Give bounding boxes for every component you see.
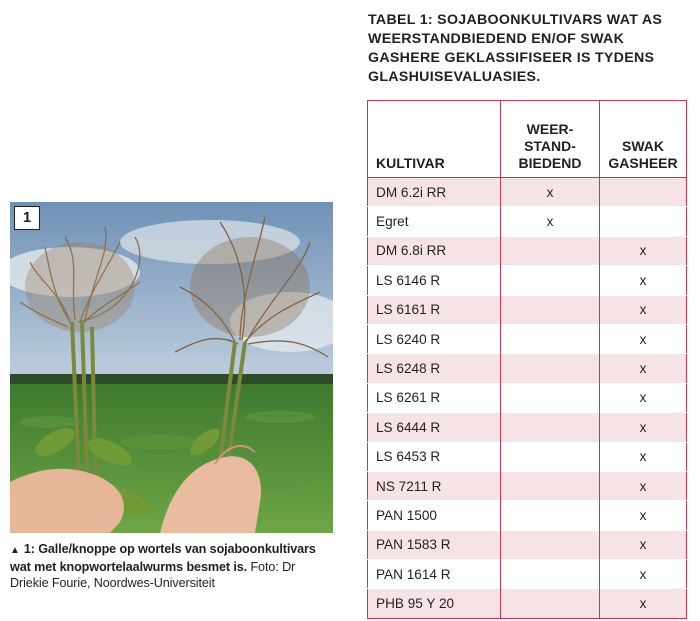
cell-swak: x — [600, 236, 687, 265]
header-kultivar: KULTIVAR — [368, 101, 501, 178]
cell-kultivar: DM 6.2i RR — [368, 178, 501, 207]
cell-kultivar: PAN 1583 R — [368, 530, 501, 559]
table-title: TABEL 1: SOJABOONKULTIVARS WAT AS WEERSTANDBIEDEND EN/OF SWAK GASHERE GEKLASSIFISEER IS TYDENS GLASHUISEVALUASIES. — [368, 12, 663, 85]
table-row — [368, 354, 687, 383]
header-swak-line1: SWAK — [622, 138, 664, 154]
table-row — [368, 530, 687, 559]
header-weerstand-line2: STAND- — [524, 138, 576, 154]
cell-weerstand — [501, 266, 600, 295]
cell-kultivar: LS 6161 R — [368, 295, 501, 324]
cell-swak: x — [600, 560, 687, 589]
cell-weerstand — [501, 530, 600, 559]
cell-kultivar: PAN 1500 — [368, 501, 501, 530]
photo-illustration — [10, 202, 333, 533]
cell-kultivar: PHB 95 Y 20 — [368, 589, 501, 618]
soybean-roots-photo — [10, 202, 333, 533]
cultivar-table — [367, 100, 687, 619]
table-row — [368, 383, 687, 412]
cell-kultivar: Egret — [368, 207, 501, 236]
cell-weerstand — [501, 442, 600, 471]
table-row — [368, 589, 687, 618]
cell-weerstand — [501, 324, 600, 353]
header-swak-line2: GASHEER — [608, 155, 678, 171]
cell-kultivar: NS 7211 R — [368, 471, 501, 500]
table-row — [368, 207, 687, 236]
table-row — [368, 501, 687, 530]
cell-kultivar: LS 6240 R — [368, 324, 501, 353]
cell-weerstand — [501, 413, 600, 442]
cell-swak: x — [600, 324, 687, 353]
header-weerstand-line3: BIEDEND — [518, 155, 582, 171]
caption-credit-text: Foto: Dr Driekie Fourie, Noordwes-Universiteit — [10, 560, 296, 590]
cell-swak — [600, 207, 687, 236]
cell-swak: x — [600, 295, 687, 324]
header-weerstand-line1: WEER- — [526, 121, 574, 137]
table-row — [368, 178, 687, 207]
cell-kultivar: LS 6453 R — [368, 442, 501, 471]
table-row — [368, 324, 687, 353]
table-row — [368, 266, 687, 295]
cell-weerstand — [501, 295, 600, 324]
cell-kultivar: DM 6.8i RR — [368, 236, 501, 265]
cell-weerstand: x — [501, 178, 600, 207]
cell-swak: x — [600, 442, 687, 471]
table-row — [368, 236, 687, 265]
cell-kultivar: LS 6146 R — [368, 266, 501, 295]
header-swak-gasheer — [600, 101, 687, 178]
cell-kultivar: PAN 1614 R — [368, 560, 501, 589]
cell-weerstand — [501, 560, 600, 589]
cell-swak: x — [600, 589, 687, 618]
table-row — [368, 471, 687, 500]
cell-weerstand — [501, 354, 600, 383]
cell-weerstand: x — [501, 207, 600, 236]
cell-swak: x — [600, 413, 687, 442]
cell-swak: x — [600, 530, 687, 559]
cell-swak: x — [600, 266, 687, 295]
table-header-row — [368, 101, 687, 178]
cell-swak: x — [600, 383, 687, 412]
cell-kultivar: LS 6248 R — [368, 354, 501, 383]
table-row — [368, 560, 687, 589]
cell-weerstand — [501, 589, 600, 618]
caption-bold-text: 1: Galle/knoppe op wortels van sojaboonkultivars wat met knopwortelaalwurms besmet is. — [10, 542, 316, 574]
photo-caption — [10, 541, 335, 591]
table-row — [368, 442, 687, 471]
table-row — [368, 413, 687, 442]
table-row — [368, 295, 687, 324]
cell-kultivar: LS 6444 R — [368, 413, 501, 442]
cell-kultivar: LS 6261 R — [368, 383, 501, 412]
cell-swak: x — [600, 354, 687, 383]
cell-weerstand — [501, 236, 600, 265]
header-weerstandbiedend — [501, 101, 600, 178]
cell-weerstand — [501, 383, 600, 412]
cell-swak: x — [600, 501, 687, 530]
triangle-up-icon: ▲ — [10, 545, 20, 556]
table-body — [368, 178, 687, 619]
cell-swak — [600, 178, 687, 207]
cell-swak: x — [600, 471, 687, 500]
cell-weerstand — [501, 501, 600, 530]
cell-weerstand — [501, 471, 600, 500]
photo-number-label: 1 — [14, 206, 40, 230]
